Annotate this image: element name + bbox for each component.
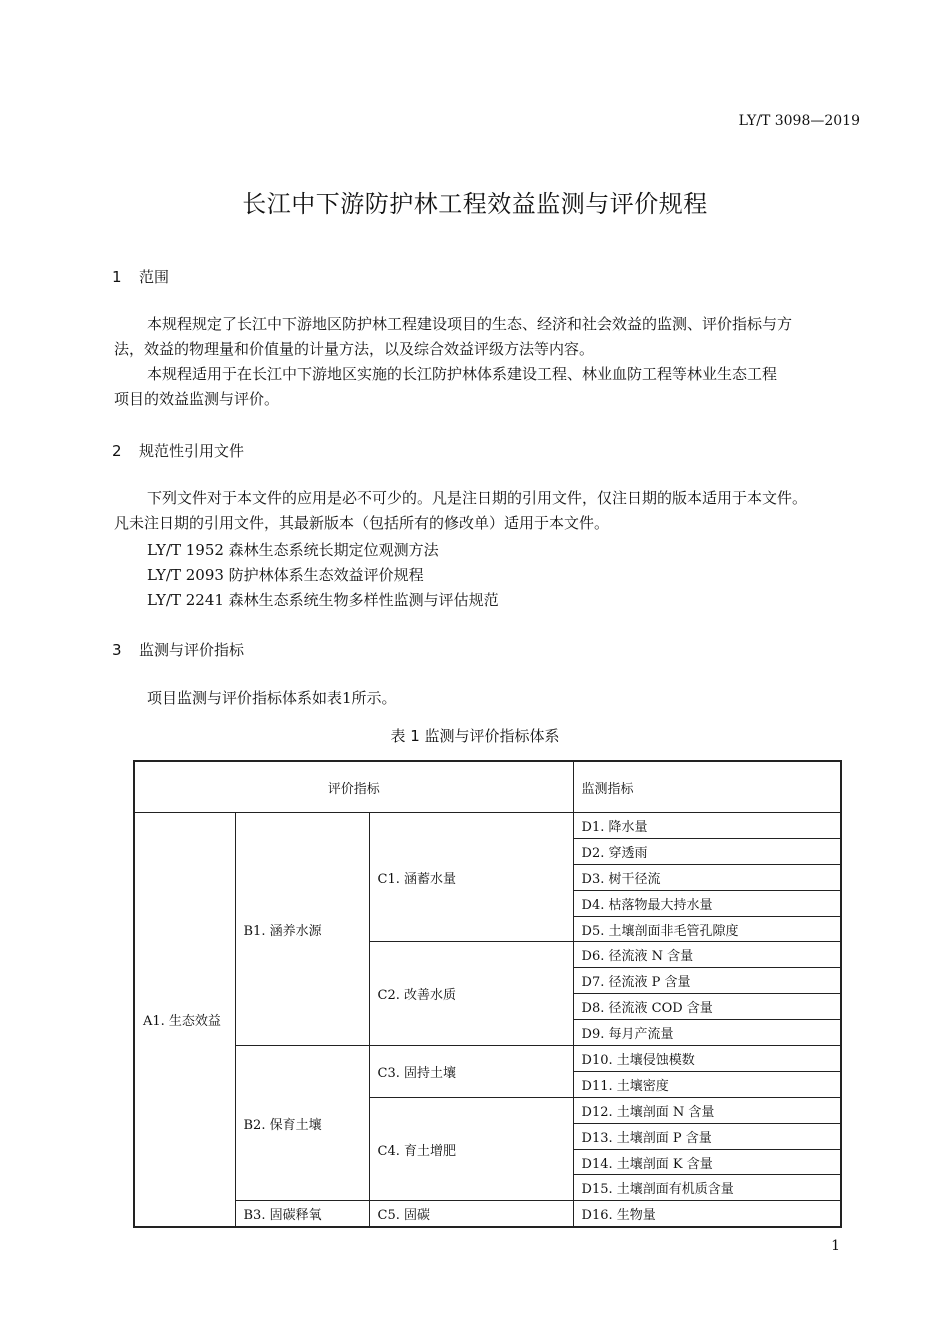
cell-c5: C5. 固碳 (369, 1201, 573, 1227)
page-title: 长江中下游防护林工程效益监测与评价规程 (242, 190, 708, 218)
cell-d: D1. 降水量 (573, 813, 841, 839)
indicators-intro (114, 686, 860, 711)
cell-c2: C2. 改善水质 (369, 942, 573, 1046)
header-eval: 评价指标 (134, 761, 573, 813)
reference-item: LY/T 2241 森林生态系统生物多样性监测与评估规范 (147, 591, 499, 609)
section-number: 1 (112, 268, 122, 286)
reference-item: LY/T 1952 森林生态系统长期定位观测方法 (147, 541, 439, 559)
normative-paragraph (114, 486, 860, 536)
page-number: 1 (831, 1238, 840, 1254)
text-line: 项目的效益监测与评价。 (114, 390, 280, 408)
table-row (134, 813, 841, 839)
section-title: 规范性引用文件 (139, 442, 245, 460)
cell-d: D12. 土壤剖面 N 含量 (573, 1097, 841, 1123)
cell-c3: C3. 固持土壤 (369, 1046, 573, 1098)
table-row (134, 1046, 841, 1072)
cell-c1: C1. 涵蓄水量 (369, 813, 573, 942)
cell-d: D6. 径流液 N 含量 (573, 942, 841, 968)
header-monitor: 监测指标 (573, 761, 841, 813)
reference-item: LY/T 2093 防护林体系生态效益评价规程 (147, 566, 424, 584)
cell-c4: C4. 育土增肥 (369, 1097, 573, 1201)
cell-d: D7. 径流液 P 含量 (573, 968, 841, 994)
document-number: LY/T 3098—2019 (738, 113, 860, 129)
cell-a1: A1. 生态效益 (134, 813, 235, 1228)
cell-d: D14. 土壤剖面 K 含量 (573, 1149, 841, 1175)
cell-d: D10. 土壤侵蚀模数 (573, 1046, 841, 1072)
cell-d: D4. 枯落物最大持水量 (573, 890, 841, 916)
cell-d: D5. 土壤剖面非毛管孔隙度 (573, 916, 841, 942)
section-title: 监测与评价指标 (139, 641, 245, 659)
cell-d: D15. 土壤剖面有机质含量 (573, 1175, 841, 1201)
cell-d: D11. 土壤密度 (573, 1071, 841, 1097)
section-number: 2 (112, 442, 122, 460)
section-3-heading (112, 639, 244, 660)
scope-paragraph (114, 312, 860, 412)
cell-b2: B2. 保育土壤 (235, 1046, 369, 1201)
section-2-heading (112, 440, 244, 461)
section-title: 范围 (139, 268, 170, 286)
cell-b3: B3. 固碳释氧 (235, 1201, 369, 1227)
cell-d: D8. 径流液 COD 含量 (573, 994, 841, 1020)
cell-b1: B1. 涵养水源 (235, 813, 369, 1046)
text-line: 法，效益的物理量和价值量的计量方法，以及综合效益评级方法等内容。 (114, 340, 595, 358)
text-line: 凡未注日期的引用文件，其最新版本（包括所有的修改单）适用于本文件。 (114, 514, 610, 532)
text-line: 下列文件对于本文件的应用是必不可少的。凡是注日期的引用文件，仅注日期的版本适用于本文件。 (147, 489, 808, 507)
section-1-heading (112, 266, 169, 287)
table-row (134, 1201, 841, 1227)
text-line: 项目监测与评价指标体系如表1所示。 (147, 689, 397, 707)
table-header-row (134, 761, 841, 813)
text-line: 本规程适用于在长江中下游地区实施的长江防护林体系建设工程、林业血防工程等林业生态工程 (147, 365, 778, 383)
text-line: 本规程规定了长江中下游地区防护林工程建设项目的生态、经济和社会效益的监测、评价指标与方 (147, 315, 793, 333)
cell-d: D16. 生物量 (573, 1201, 841, 1227)
cell-d: D2. 穿透雨 (573, 838, 841, 864)
table-caption: 表 1 监测与评价指标体系 (390, 727, 560, 745)
section-number: 3 (112, 641, 122, 659)
cell-d: D13. 土壤剖面 P 含量 (573, 1123, 841, 1149)
cell-d: D9. 每月产流量 (573, 1020, 841, 1046)
cell-d: D3. 树干径流 (573, 864, 841, 890)
indicator-table (133, 760, 842, 1228)
